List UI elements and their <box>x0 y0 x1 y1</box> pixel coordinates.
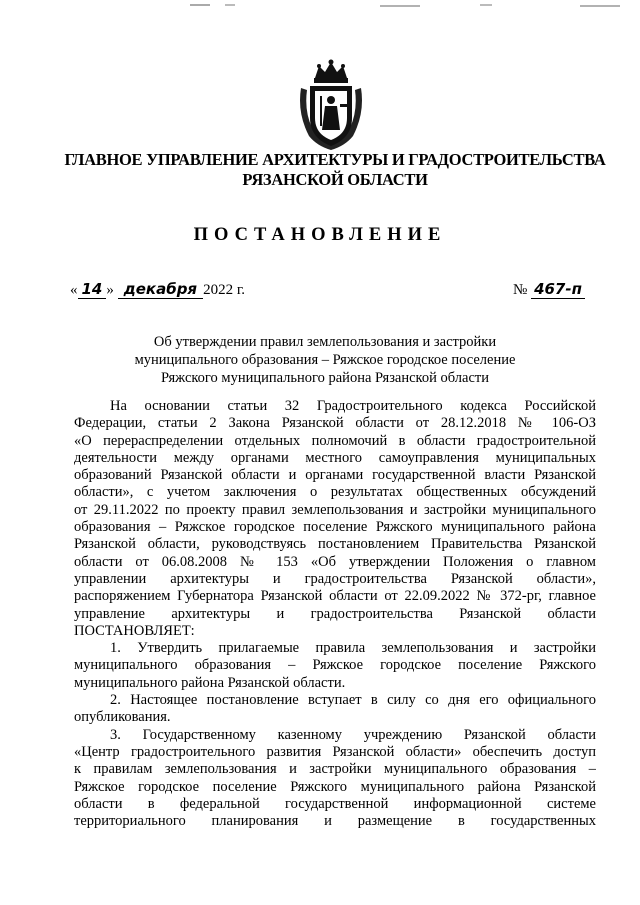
document-date <box>70 280 245 299</box>
document-subject <box>60 333 590 387</box>
body-line: управлении архитектуры и градостроительства Рязанской области», <box>74 570 596 587</box>
scan-artifact-marks <box>180 0 640 10</box>
list-item-2: 2. Настоящее постановление вступает в силу со дня его официального <box>110 692 596 709</box>
body-line: области от 06.08.2008 № 153 «Об утверждении Положения о главном <box>74 553 596 570</box>
body-line: опубликования. <box>74 709 171 726</box>
document-type-title: ПОСТАНОВЛЕНИЕ <box>193 225 447 245</box>
subject-line: Ряжского муниципального района Рязанской области <box>161 370 489 386</box>
date-month: декабря <box>118 280 203 299</box>
body-line: распоряжением Губернатора Рязанской области от 22.09.2022 № 372-рг, главное <box>74 588 596 605</box>
body-line: муниципального района Рязанской области. <box>74 674 346 691</box>
body-line: от 29.11.2022 по проекту правил землепользования и застройки муниципального <box>74 501 596 518</box>
date-close-quote: » <box>106 282 114 298</box>
document-number <box>513 280 585 299</box>
body-line: управление архитектуры и градостроительства Рязанской области <box>74 605 596 622</box>
list-item-3: 3. Государственному казенному учреждению Рязанской области <box>110 726 596 743</box>
body-line: территориального планирования и размещение в государственных <box>74 813 596 830</box>
body-line: «Центр градостроительного развития Рязанской области» обеспечить доступ <box>74 743 596 760</box>
body-line: деятельности между органами местного самоуправления муниципальных <box>74 449 596 466</box>
body-line: образования – Ряжское городское поселение Ряжского муниципального района <box>74 519 596 536</box>
document-body <box>74 398 596 830</box>
coat-of-arms-icon <box>295 58 367 153</box>
body-line: к правилам землепользования и застройки муниципального образования – <box>74 761 596 778</box>
body-line: ПОСТАНОВЛЯЕТ: <box>74 622 195 639</box>
date-day: 14 <box>78 280 107 299</box>
number-value: 467-п <box>531 280 585 299</box>
subject-line: Об утверждении правил землепользования и застройки <box>153 334 497 350</box>
date-year: 2022 г. <box>203 282 246 298</box>
body-line: Федерации, статьи 2 Закона Рязанской области от 28.12.2018 № 106-ОЗ <box>74 415 596 432</box>
body-line: области», с учетом заключения о результатах общественных обсуждений <box>74 484 596 501</box>
body-line: Ряжское городское поселение Ряжского муниципального района Рязанской <box>74 778 596 795</box>
issuer-name-line1: ГЛАВНОЕ УПРАВЛЕНИЕ АРХИТЕКТУРЫ И ГРАДОСТРОИТЕЛЬСТВА <box>64 150 606 169</box>
number-label: № <box>513 282 528 298</box>
issuer-name-line2: РЯЗАНСКОЙ ОБЛАСТИ <box>242 170 428 189</box>
body-line: муниципального образования – Ряжское городское поселение Ряжского <box>74 657 596 674</box>
body-line: области в федеральной государственной информационной системе <box>74 795 596 812</box>
body-line: Рязанской области, руководствуясь постановлением Правительства Рязанской <box>74 536 596 553</box>
body-line: «О перераспределении отдельных полномочий в области градостроительной <box>74 432 596 449</box>
date-open-quote: « <box>70 282 78 298</box>
body-line: На основании статьи 32 Градостроительного кодекса Российской <box>110 398 596 414</box>
body-line: образований Рязанской области и органами государственной власти Рязанской <box>74 467 596 484</box>
list-item-1: 1. Утвердить прилагаемые правила землепользования и застройки <box>110 640 596 657</box>
subject-line: муниципального образования – Ряжское городское поселение <box>134 352 516 368</box>
